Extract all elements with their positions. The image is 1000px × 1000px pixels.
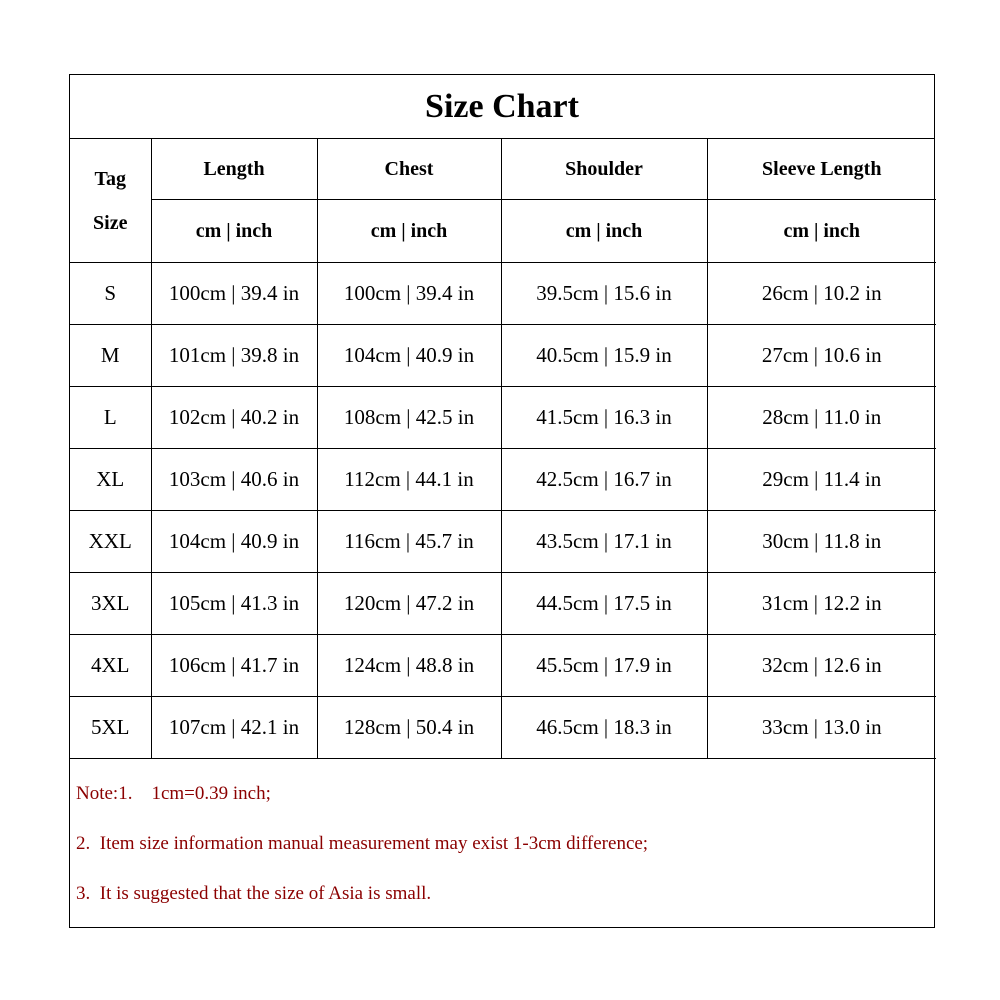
measure-cell: 44.5cm | 17.5 in [501, 573, 707, 635]
measure-cell: 39.5cm | 15.6 in [501, 263, 707, 325]
header-row-units [70, 200, 936, 263]
table-row [70, 697, 936, 759]
tag-size-header [70, 139, 151, 263]
size-cell: XXL [70, 511, 151, 573]
unit-label: cm | inch [707, 200, 936, 263]
note-1: Note:1. 1cm=0.39 inch; [76, 783, 271, 804]
notes-section [70, 759, 934, 931]
note-2: 2. Item size information manual measurement may exist 1-3cm difference; [76, 833, 649, 854]
measure-cell: 31cm | 12.2 in [707, 573, 936, 635]
measure-cell: 32cm | 12.6 in [707, 635, 936, 697]
size-chart-frame [69, 74, 935, 928]
measure-cell: 128cm | 50.4 in [317, 697, 501, 759]
header-row-measure [70, 139, 936, 200]
measure-cell: 100cm | 39.4 in [151, 263, 317, 325]
measure-cell: 29cm | 11.4 in [707, 449, 936, 511]
measure-cell: 28cm | 11.0 in [707, 387, 936, 449]
measure-cell: 104cm | 40.9 in [317, 325, 501, 387]
size-table-body [70, 139, 936, 759]
measure-cell: 100cm | 39.4 in [317, 263, 501, 325]
header-sleeve-length: Sleeve Length [707, 139, 936, 200]
table-row [70, 573, 936, 635]
measure-cell: 101cm | 39.8 in [151, 325, 317, 387]
table-row [70, 449, 936, 511]
measure-cell: 124cm | 48.8 in [317, 635, 501, 697]
size-cell: L [70, 387, 151, 449]
measure-cell: 26cm | 10.2 in [707, 263, 936, 325]
measure-cell: 102cm | 40.2 in [151, 387, 317, 449]
measure-cell: 108cm | 42.5 in [317, 387, 501, 449]
size-table [70, 139, 936, 759]
measure-cell: 103cm | 40.6 in [151, 449, 317, 511]
measure-cell: 116cm | 45.7 in [317, 511, 501, 573]
measure-cell: 45.5cm | 17.9 in [501, 635, 707, 697]
tag-header-line1: Tag [94, 167, 126, 190]
header-chest: Chest [317, 139, 501, 200]
chart-title: Size Chart [70, 75, 934, 139]
measure-cell: 33cm | 13.0 in [707, 697, 936, 759]
size-cell: 5XL [70, 697, 151, 759]
table-row [70, 387, 936, 449]
header-shoulder: Shoulder [501, 139, 707, 200]
table-row [70, 635, 936, 697]
measure-cell: 40.5cm | 15.9 in [501, 325, 707, 387]
size-cell: 3XL [70, 573, 151, 635]
size-cell: S [70, 263, 151, 325]
measure-cell: 112cm | 44.1 in [317, 449, 501, 511]
measure-cell: 104cm | 40.9 in [151, 511, 317, 573]
measure-cell: 46.5cm | 18.3 in [501, 697, 707, 759]
table-row [70, 325, 936, 387]
header-length: Length [151, 139, 317, 200]
unit-label: cm | inch [317, 200, 501, 263]
table-row [70, 263, 936, 325]
measure-cell: 120cm | 47.2 in [317, 573, 501, 635]
measure-cell: 30cm | 11.8 in [707, 511, 936, 573]
tag-header-line2: Size [93, 211, 128, 234]
measure-cell: 107cm | 42.1 in [151, 697, 317, 759]
measure-cell: 106cm | 41.7 in [151, 635, 317, 697]
unit-label: cm | inch [151, 200, 317, 263]
size-cell: M [70, 325, 151, 387]
size-cell: XL [70, 449, 151, 511]
note-3: 3. It is suggested that the size of Asia is small. [76, 883, 432, 904]
measure-cell: 42.5cm | 16.7 in [501, 449, 707, 511]
measure-cell: 105cm | 41.3 in [151, 573, 317, 635]
size-cell: 4XL [70, 635, 151, 697]
unit-label: cm | inch [501, 200, 707, 263]
table-row [70, 511, 936, 573]
measure-cell: 27cm | 10.6 in [707, 325, 936, 387]
measure-cell: 43.5cm | 17.1 in [501, 511, 707, 573]
measure-cell: 41.5cm | 16.3 in [501, 387, 707, 449]
